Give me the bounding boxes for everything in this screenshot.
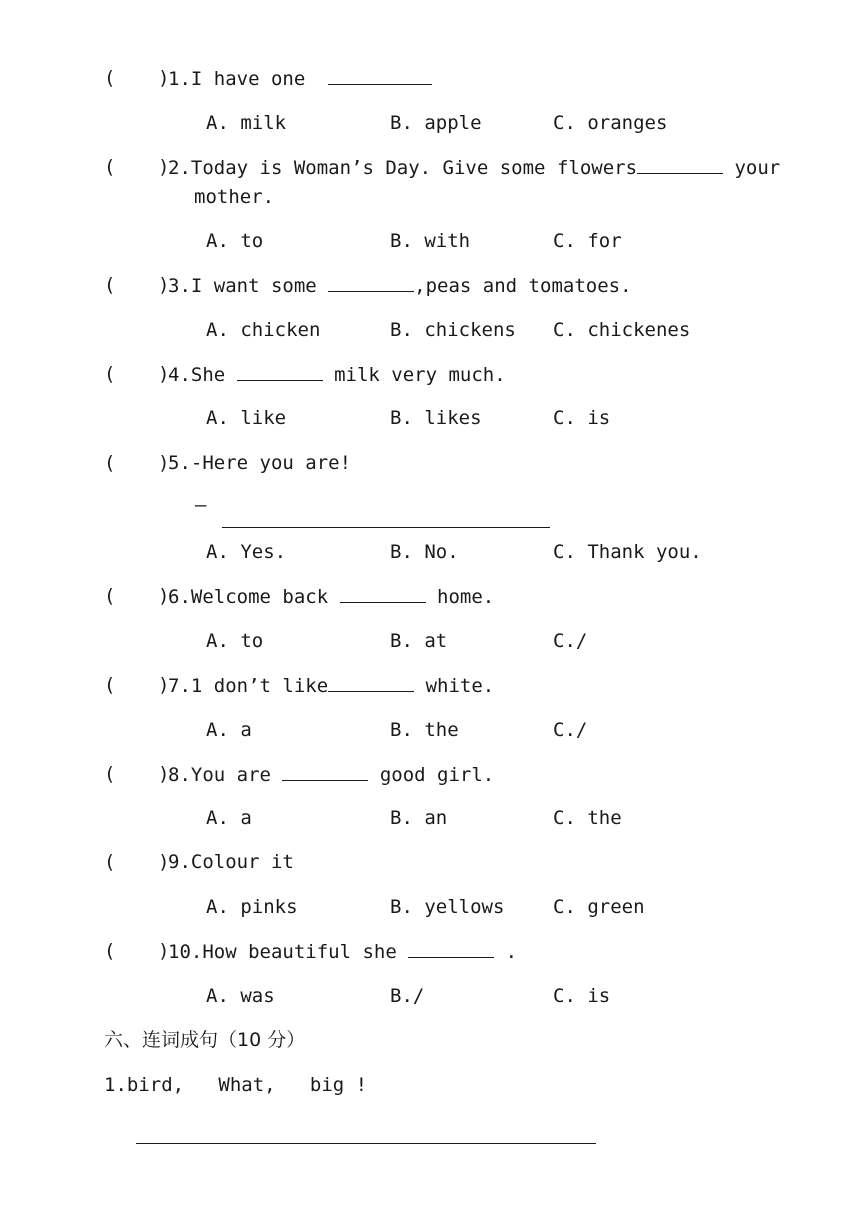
option-a: A. Yes. xyxy=(206,541,287,563)
answer-paren-open: ( xyxy=(104,940,116,962)
answer-paren-open: ( xyxy=(104,585,116,607)
option-b: B. yellows xyxy=(390,896,505,918)
option-row xyxy=(0,895,860,919)
option-c: C./ xyxy=(553,719,588,741)
answer-paren-close: ) xyxy=(158,585,170,607)
option-b: B. the xyxy=(390,719,459,741)
question-stem: Welcome back xyxy=(190,586,340,608)
answer-paren-close: ) xyxy=(158,452,170,474)
answer-blank[interactable] xyxy=(408,939,494,958)
answer-blank[interactable] xyxy=(282,762,368,781)
option-c: C. green xyxy=(553,896,645,918)
option-row xyxy=(0,229,860,253)
question-number: 3. xyxy=(168,275,191,297)
question-text xyxy=(168,155,780,180)
section-title: 六、连词成句（10 分） xyxy=(104,1029,306,1051)
question-stem-end: home. xyxy=(425,586,495,608)
option-c: C. chickenes xyxy=(553,319,691,341)
option-a: A. chicken xyxy=(206,319,321,341)
option-a: A. a xyxy=(206,719,252,741)
option-row xyxy=(0,718,860,742)
question-text xyxy=(168,939,517,964)
question-stem: I want some xyxy=(190,275,329,297)
question-text-continued: mother. xyxy=(194,186,275,208)
response-dash: – xyxy=(195,494,207,516)
answer-line[interactable] xyxy=(136,1143,596,1144)
answer-paren-open: ( xyxy=(104,363,116,385)
answer-paren-open: ( xyxy=(104,274,116,296)
option-c: C. oranges xyxy=(553,112,668,134)
question-number: 10. xyxy=(168,941,203,963)
question-text xyxy=(168,762,494,787)
question-text xyxy=(168,451,351,475)
answer-paren-close: ) xyxy=(158,156,170,178)
question-stem: You are xyxy=(190,764,283,786)
option-row xyxy=(0,806,860,830)
answer-blank[interactable] xyxy=(328,673,414,692)
sentence-item: 1.bird, What, big ! xyxy=(104,1074,368,1096)
answer-paren-open: ( xyxy=(104,156,116,178)
option-b: B./ xyxy=(390,985,425,1007)
option-b: B. likes xyxy=(390,407,482,429)
option-c: C. Thank you. xyxy=(553,541,702,563)
question-number: 8. xyxy=(168,764,191,786)
question-stem: Today is Woman’s Day. Give some flowers xyxy=(190,157,638,179)
question-number: 7. xyxy=(168,675,191,697)
question-text xyxy=(168,673,494,698)
question-stem: -Here you are! xyxy=(190,452,352,474)
question-stem-end: good girl. xyxy=(368,764,495,786)
question-stem: I have one xyxy=(190,68,329,90)
question-number: 1. xyxy=(168,68,191,90)
option-row xyxy=(0,984,860,1008)
answer-blank[interactable] xyxy=(328,273,414,292)
option-c: C. is xyxy=(553,407,611,429)
question-stem-end: milk very much. xyxy=(322,364,506,386)
option-b: B. with xyxy=(390,230,471,252)
answer-paren-open: ( xyxy=(104,851,116,873)
answer-paren-close: ) xyxy=(158,67,170,89)
option-a: A. to xyxy=(206,230,264,252)
option-b: B. apple xyxy=(390,112,482,134)
option-row xyxy=(0,406,860,430)
question-text xyxy=(168,362,506,387)
response-line[interactable] xyxy=(222,527,550,528)
option-row xyxy=(0,111,860,135)
answer-paren-open: ( xyxy=(104,763,116,785)
question-stem-end: your xyxy=(723,157,781,179)
option-row xyxy=(0,629,860,653)
question-text xyxy=(168,273,632,298)
question-number: 2. xyxy=(168,157,191,179)
option-b: B. No. xyxy=(390,541,459,563)
question-number: 5. xyxy=(168,452,191,474)
answer-paren-close: ) xyxy=(158,851,170,873)
question-stem: She xyxy=(190,364,237,386)
question-text xyxy=(168,850,294,874)
option-a: A. was xyxy=(206,985,275,1007)
question-stem: How beautiful she xyxy=(202,941,409,963)
option-a: A. milk xyxy=(206,112,287,134)
answer-blank[interactable] xyxy=(328,66,432,85)
option-c: C. the xyxy=(553,807,622,829)
question-stem: Colour it xyxy=(190,851,294,873)
question-stem-end: white. xyxy=(414,675,495,697)
answer-paren-open: ( xyxy=(104,67,116,89)
option-c: C. for xyxy=(553,230,622,252)
answer-blank[interactable] xyxy=(637,155,723,174)
option-c: C./ xyxy=(553,630,588,652)
question-stem-end: ,peas and tomatoes. xyxy=(414,275,632,297)
option-a: A. a xyxy=(206,807,252,829)
answer-paren-open: ( xyxy=(104,452,116,474)
question-text xyxy=(168,66,432,91)
question-stem-end: . xyxy=(494,941,518,963)
answer-blank[interactable] xyxy=(237,362,323,381)
option-a: A. pinks xyxy=(206,896,298,918)
answer-paren-close: ) xyxy=(158,363,170,385)
question-number: 6. xyxy=(168,586,191,608)
option-a: A. to xyxy=(206,630,264,652)
answer-paren-open: ( xyxy=(104,674,116,696)
option-b: B. at xyxy=(390,630,448,652)
option-a: A. like xyxy=(206,407,287,429)
answer-blank[interactable] xyxy=(340,584,426,603)
answer-paren-close: ) xyxy=(158,674,170,696)
option-b: B. chickens xyxy=(390,319,516,341)
question-number: 9. xyxy=(168,851,191,873)
question-number: 4. xyxy=(168,364,191,386)
answer-paren-close: ) xyxy=(158,274,170,296)
option-row xyxy=(0,540,860,564)
option-row xyxy=(0,318,860,342)
option-c: C. is xyxy=(553,985,611,1007)
question-stem: 1 don’t like xyxy=(190,675,329,697)
answer-paren-close: ) xyxy=(158,940,170,962)
option-b: B. an xyxy=(390,807,448,829)
answer-paren-close: ) xyxy=(158,763,170,785)
question-text xyxy=(168,584,494,609)
